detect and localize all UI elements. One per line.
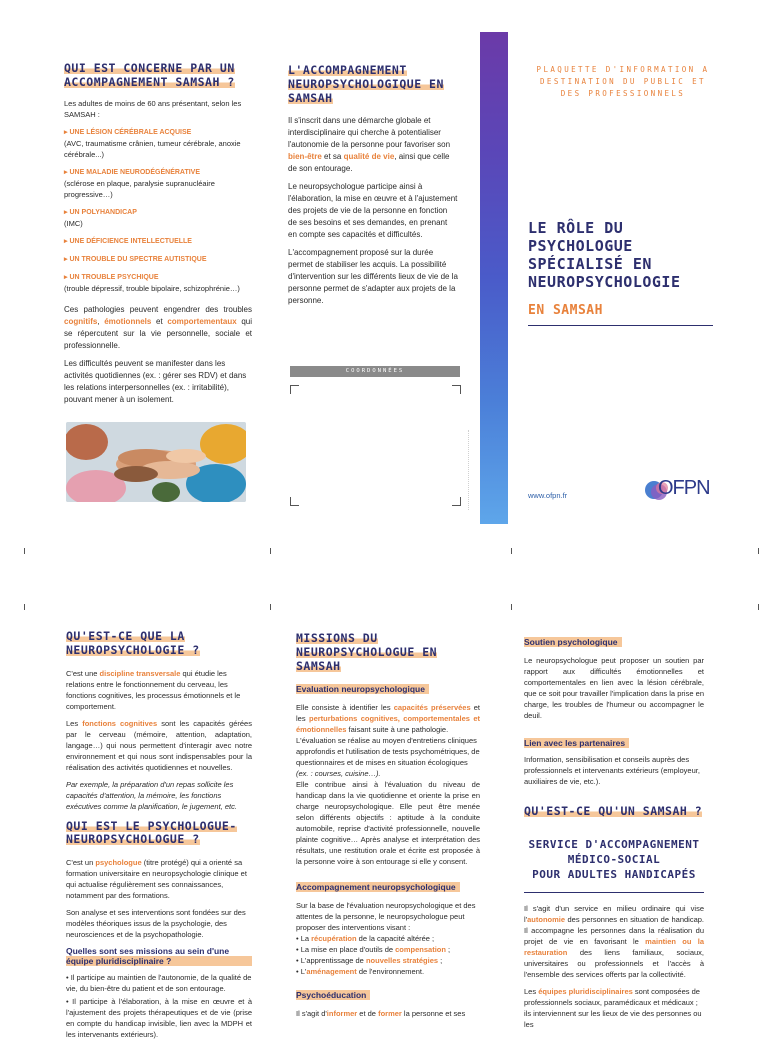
list-item: ▸ UNE LÉSION CÉRÉBRALE ACQUISE (AVC, traumatisme crânien, tumeur cérébrale, anoxie cérébrale...): [64, 126, 252, 160]
crop-mark: [750, 548, 759, 554]
intro-text: Les adultes de moins de 60 ans présentant, selon les SAMSAH :: [64, 98, 242, 119]
print-credit: [468, 430, 471, 510]
cover-tagline: PLAQUETTE D'INFORMATION A DESTINATION DU PUBLIC ET DES PROFESSIONNELS: [536, 65, 710, 98]
title-text: QUI EST CONCERNE PAR UN ACCOMPAGNEMENT SAMSAH ?: [64, 61, 235, 89]
intervention-bullet: • La récupération de la capacité altérée ;: [296, 934, 435, 944]
intervention-bullet: • L'apprentissage de nouvelles stratégies ;: [296, 956, 443, 966]
corner-mark: [452, 497, 461, 506]
samsah-title: QU'EST-CE QU'UN SAMSAH ?: [524, 804, 703, 818]
samsah-definition: Il s'agit d'un service en milieu ordinaire qui vise l'autonomie des personnes en situation de handicap. Il accompagne les personnes dans la réalisation du projet de vie en favorisant le maintien ou la restauration des liens familiaux, sociaux, universitaires ou professionnels et l'accès à l'ensemble des services offerts par la collectivité.: [524, 903, 704, 979]
crop-mark: [503, 548, 512, 554]
support-subheading: Soutien psychologique: [524, 632, 704, 650]
panel-missions: [296, 632, 480, 1025]
panel-title: [288, 64, 458, 105]
crop-mark: [750, 604, 759, 610]
samsah-divider: [524, 892, 704, 893]
missions-subheading: Quelles sont ses missions au sein d'une équipe pluridisciplinaire ?: [66, 946, 252, 969]
crop-mark: [16, 604, 25, 610]
list-item: ▸ UN POLYHANDICAP (IMC): [64, 206, 252, 229]
list-item: ▸ UNE MALADIE NEURODÉGÉNÉRATIVE (sclérose en plaque, paralysie supranucléaire progressive…): [64, 166, 252, 200]
panel-neuropsychology: [66, 630, 252, 1046]
panel-samsah: [524, 632, 704, 1036]
role-paragraph: Le neuropsychologue participe ainsi à l'élaboration, la mise en œuvre et à l'ajustement des projets de vie de la personne en fonction de ses besoins et ses demandes, en prenant en compte ses capacités et difficultés.: [288, 182, 458, 240]
mission-bullet: • Il participe au maintien de l'autonomie, de la qualité de vie, du bien-être du patient et de son entourage.: [66, 973, 252, 994]
title-text: L'ACCOMPAGNEMENT NEUROPSYCHOLOGIQUE EN SAMSAH: [288, 63, 444, 105]
evaluation-contribution: Elle contribue ainsi à l'évaluation du niveau de handicap dans la vie quotidienne et oriente la prise en charge neuropsychologique. Elle peut être menée selon différents objectifs : aptitude à la conduite automobile, reprise d'activité professionnelle, nouvelle plainte cognitive… Après analyse et interprétation des résultats, une restitution orale et écrite est proposée à la personne voire à son entourage si elle y consent.: [296, 780, 480, 867]
panel-accompaniment: [288, 64, 458, 313]
list-item: ▸ UNE DÉFICIENCE INTELLECTUELLE: [64, 235, 252, 247]
difficulties-paragraph: Les difficultés peuvent se manifester dans les activités quotidiennes (ex. : gérer ses RDV) et dans les relations interpersonnelles (ex. : irritabilité), pouvant mener à un isolement.: [64, 358, 247, 404]
evaluation-subheading: Evaluation neuropsychologique: [296, 679, 480, 697]
coordinates-label: COORDONNÉES: [345, 368, 405, 374]
cover-subtitle: EN SAMSAH: [528, 303, 603, 318]
corner-mark: [290, 385, 299, 394]
support-paragraph: Le neuropsychologue peut proposer un soutien par rapport aux difficultés émotionnelles et comportementales en lien avec la lésion cérébrale, que ce soit pour travailler l'implication dans la prise en charge, les troubles de l'humeur ou accompagner le deuil.: [524, 656, 704, 720]
hands-photo: [66, 422, 246, 502]
duration-paragraph: L'accompagnement proposé sur la durée permet de stabiliser les acquis. La possibilité d'intervention sur les différents lieux de vie de la personne permet de s'adapter aux projets de la personne.: [288, 248, 458, 306]
corner-mark: [452, 385, 461, 394]
section-title: QU'EST-CE QUE LA NEUROPSYCHOLOGIE ?: [66, 629, 200, 657]
accompaniment-subheading: Accompagnement neuropsychologique: [296, 877, 480, 895]
pathology-paragraph: Ces pathologies peuvent engendrer des troubles cognitifs, émotionnels et comportementaux qui se répercutent sur la vie personnelle, sociale et professionnelle.: [64, 304, 252, 350]
crop-mark: [262, 548, 271, 554]
example-paragraph: Par exemple, la préparation d'un repas sollicite les capacités d'attention, la mémoire, les fonctions exécutives comme la planification, le jugement, etc.: [66, 779, 237, 811]
partners-paragraph: Information, sensibilisation et conseils auprès des professionnels et intervenants extérieurs (employeur, auxiliaires de vie, etc.).: [524, 755, 700, 786]
crop-mark: [503, 604, 512, 610]
evaluation-method: L'évaluation se réalise au moyen d'entretiens cliniques approfondis et l'utilisation de tests psychométriques, de questionnaires et de mises en situation écologiques: [296, 736, 480, 768]
panel-title: [64, 62, 252, 90]
list-item: ▸ UN TROUBLE PSYCHIQUE (trouble dépressif, trouble bipolaire, schizophrénie…): [64, 271, 252, 294]
hands-illustration: [66, 422, 246, 502]
psychoeducation-paragraph: Il s'agit d'informer et de former la personne et ses: [296, 1009, 466, 1019]
ofpn-logo: [644, 474, 714, 510]
accompaniment-intro: Sur la base de l'évaluation neuropsychologique et des attentes de la personne, le neuropsychologue peut proposer des interventions visant :: [296, 901, 476, 933]
cognitive-functions-paragraph: Les fonctions cognitives sont les capacités gérées par le cerveau (mémoire, attention, adaptation, langage…) qui nous permettent d'interagir avec notre environnement et qui nous sont indispensables pour la réalisation des activités quotidiennes et nouvelles.: [66, 718, 252, 772]
pathology-list: [64, 126, 252, 294]
website-link[interactable]: www.ofpn.fr: [528, 491, 568, 500]
psychologist-paragraph: C'est un psychologue (titre protégé) qui a orienté sa formation universitaire en neuropsychologie clinique et qui actualise régulièrement ses connaissances, notamment par des formations.: [66, 858, 247, 901]
samsah-teams: Les équipes pluridisciplinaires sont composées de professionnels sociaux, paramédicaux et médicaux ; ils interviennent sur les lieux de vie des personnes ou les: [524, 986, 702, 1029]
mission-bullet: • Il participe à l'élaboration, à la mise en œuvre et à l'ajustement des projets thérapeutiques et de vie (prise en compte du handicap invisible, lien avec la MDPH et les intervenants extérieurs).: [66, 997, 252, 1040]
logo-text: OFPN: [658, 477, 710, 499]
panel-concerned: [64, 62, 252, 412]
coordinates-bar: [290, 366, 460, 377]
analysis-paragraph: Son analyse et ses interventions sont fondées sur des modèles théoriques issus de la psychologie, des neurosciences et de la psychopathologie.: [66, 908, 246, 940]
evaluation-example: (ex. : courses, cuisine…).: [296, 769, 381, 779]
corner-mark: [290, 497, 299, 506]
section-title: QUI EST LE PSYCHOLOGUE-NEUROPSYCHOLOGUE ?: [66, 818, 237, 847]
crop-mark: [16, 548, 25, 554]
approach-paragraph: Il s'inscrit dans une démarche globale et interdisciplinaire qui cherche à potentialiser l'autonomie de la personne pour favoriser son bien-être et sa qualité de vie, ainsi que celle de son entourage.: [288, 116, 451, 174]
definition-paragraph: C'est une discipline transversale qui étudie les relations entre le fonctionnement du cerveau, les fonctions cognitives, les processus émotionnels et le comportement.: [66, 668, 241, 711]
list-item: ▸ UN TROUBLE DU SPECTRE AUTISTIQUE: [64, 253, 252, 265]
partners-subheading: Lien avec les partenaires: [524, 733, 704, 751]
cover-title: LE RÔLE DU PSYCHOLOGUE SPÉCIALISÉ EN NEUROPSYCHOLOGIE: [528, 219, 681, 291]
cover-divider: [528, 325, 713, 326]
panel-title: MISSIONS DU NEUROPSYCHOLOGUE EN SAMSAH: [296, 631, 438, 673]
evaluation-paragraph: Elle consiste à identifier les capacités préservées et les perturbations cognitives, comportementales et émotionnelles faisant suite à une pathologie.: [296, 703, 481, 735]
crop-mark: [262, 604, 271, 610]
psychoeducation-subheading: Psychoéducation: [296, 985, 480, 1003]
gradient-stripe: [480, 32, 508, 524]
samsah-acronym: SERVICE D'ACCOMPAGNEMENT MÉDICO-SOCIAL POUR ADULTES HANDICAPÉS: [528, 837, 700, 881]
intervention-bullet: • L'aménagement de l'environnement.: [296, 967, 425, 977]
intervention-bullet: • La mise en place d'outils de compensation ;: [296, 945, 451, 955]
